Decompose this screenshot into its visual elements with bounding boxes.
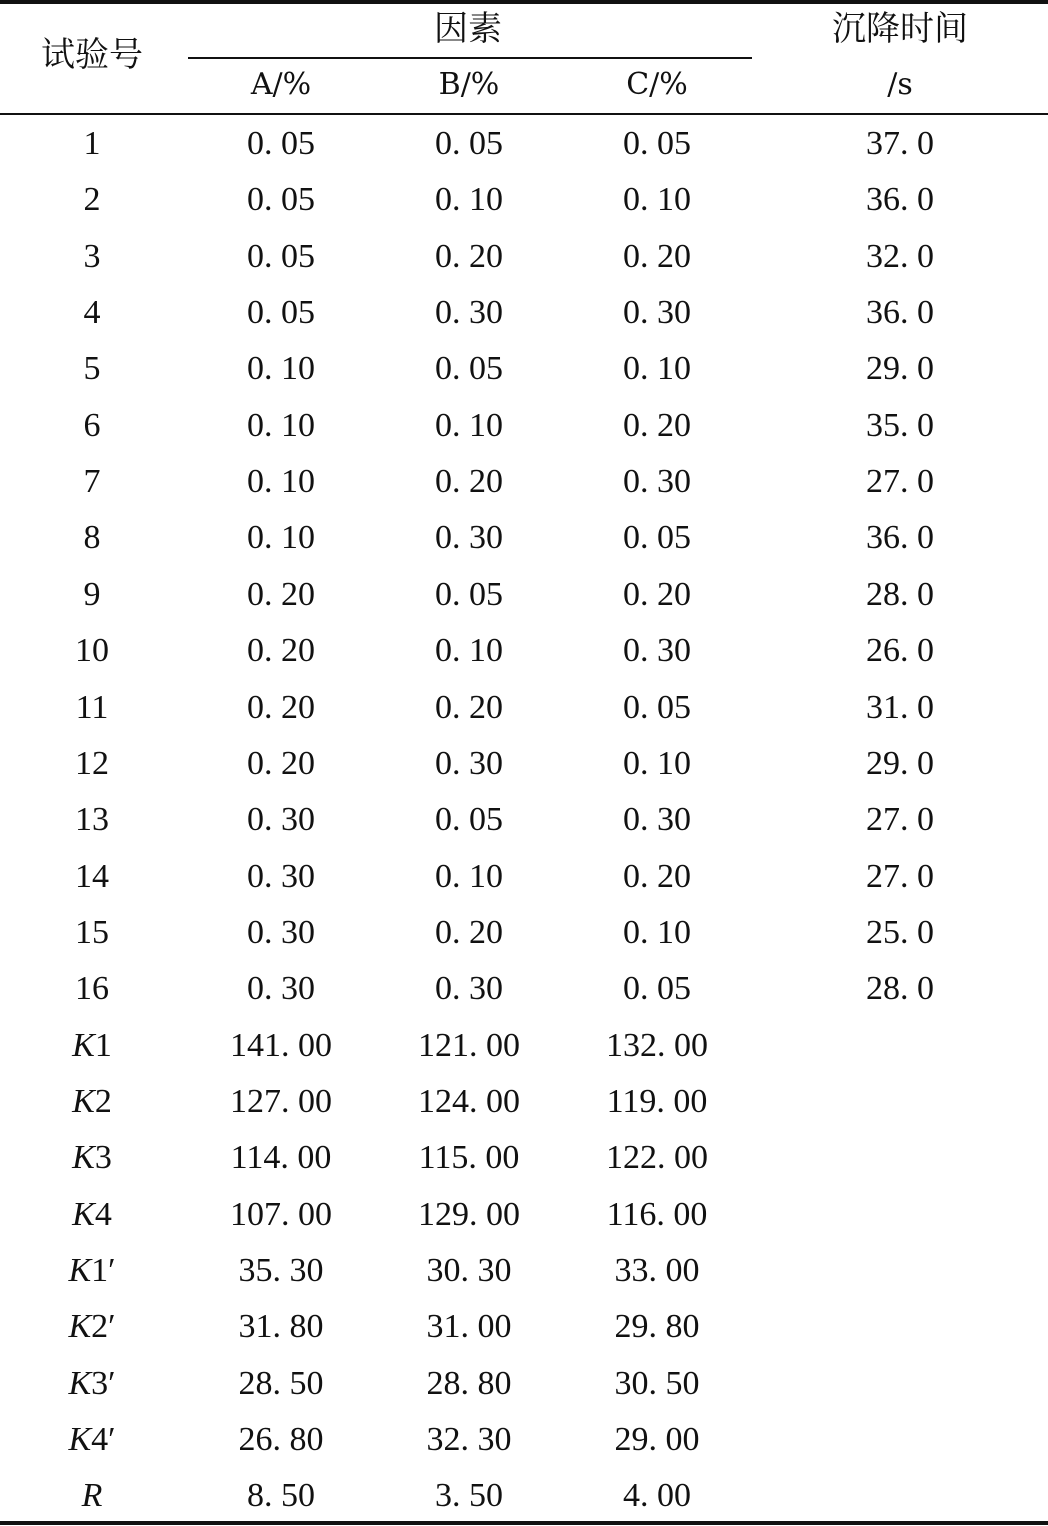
factor-a-value: 0. 20	[247, 689, 315, 726]
factor-a-value: 0. 20	[247, 745, 315, 782]
stat-c-value: 122. 00	[606, 1139, 708, 1176]
factor-a-value: 0. 10	[247, 519, 315, 556]
trial-number: 4	[83, 294, 101, 331]
stat-c-value: 29. 80	[614, 1308, 700, 1345]
stat-symbol: K	[68, 1365, 92, 1402]
settle-time-value: 27. 0	[866, 463, 934, 500]
header-settle-unit: /s	[887, 67, 913, 102]
settle-time-value: 32. 0	[866, 238, 934, 275]
stat-c-value: 33. 00	[614, 1252, 700, 1289]
stat-index: 1	[94, 1027, 112, 1064]
settle-time-value: 36. 0	[866, 294, 934, 331]
stat-c-value: 116. 00	[606, 1196, 708, 1233]
stat-b-value: 115. 00	[418, 1139, 520, 1176]
trial-number: 2	[83, 181, 101, 218]
trial-number: 8	[83, 519, 101, 556]
header-trial-no: 试验号	[41, 35, 143, 75]
settle-time-value: 28. 0	[866, 576, 934, 613]
factor-b-value: 0. 10	[435, 181, 503, 218]
stat-a-value: 141. 00	[230, 1027, 332, 1064]
stat-b-value: 28. 80	[426, 1365, 512, 1402]
stat-b-value: 121. 00	[418, 1027, 520, 1064]
stat-a-value: 28. 50	[238, 1365, 324, 1402]
factor-b-value: 0. 10	[435, 632, 503, 669]
factor-c-value: 0. 30	[623, 294, 691, 331]
factor-b-value: 0. 20	[435, 463, 503, 500]
settle-time-value: 27. 0	[866, 858, 934, 895]
header-factor-a: A/%	[250, 67, 312, 102]
stat-index: 4′	[91, 1421, 116, 1458]
factor-c-value: 0. 20	[623, 576, 691, 613]
trial-number: 12	[75, 745, 109, 782]
trial-number: 9	[83, 576, 101, 613]
factor-c-value: 0. 10	[623, 745, 691, 782]
factor-a-value: 0. 05	[247, 294, 315, 331]
trial-number: 15	[75, 914, 109, 951]
stat-symbol: K	[72, 1196, 95, 1233]
trial-number: 11	[75, 689, 109, 726]
stat-b-value: 30. 30	[426, 1252, 512, 1289]
factor-c-value: 0. 05	[623, 689, 691, 726]
factor-c-value: 0. 30	[623, 463, 691, 500]
stat-b-value: 124. 00	[418, 1083, 520, 1120]
trial-number: 5	[83, 350, 101, 387]
factor-c-value: 0. 05	[623, 970, 691, 1007]
table-bottom-rule	[0, 1521, 1048, 1525]
stat-index: 2′	[91, 1308, 116, 1345]
trial-number: 14	[75, 858, 109, 895]
settle-time-value: 28. 0	[866, 970, 934, 1007]
stat-label	[22, 1198, 162, 1232]
settle-time-value: 29. 0	[866, 745, 934, 782]
stat-label	[22, 1141, 162, 1175]
trial-number: 13	[75, 801, 109, 838]
stat-label	[22, 1085, 162, 1119]
header-factors: 因素	[434, 9, 502, 49]
stat-index: 4	[94, 1196, 112, 1233]
factor-c-value: 0. 20	[623, 238, 691, 275]
factor-b-value: 0. 30	[435, 294, 503, 331]
stat-a-value: 31. 80	[238, 1308, 324, 1345]
stat-symbol: K	[68, 1308, 92, 1345]
stat-label	[22, 1479, 162, 1513]
stat-symbol: K	[72, 1139, 95, 1176]
factor-a-value: 0. 30	[247, 970, 315, 1007]
header-factor-b: B/%	[438, 67, 500, 102]
settle-time-value: 36. 0	[866, 181, 934, 218]
factor-c-value: 0. 05	[623, 519, 691, 556]
trial-number: 10	[75, 632, 109, 669]
stat-symbol: K	[68, 1252, 92, 1289]
stat-b-value: 3. 50	[435, 1477, 503, 1514]
stat-a-value: 127. 00	[230, 1083, 332, 1120]
stat-a-value: 107. 00	[230, 1196, 332, 1233]
factor-a-value: 0. 30	[247, 858, 315, 895]
factor-c-value: 0. 20	[623, 407, 691, 444]
header-bottom-rule	[0, 113, 1048, 115]
stat-index: 1′	[91, 1252, 116, 1289]
header-factor-c: C/%	[626, 67, 688, 102]
settle-time-value: 26. 0	[866, 632, 934, 669]
trial-number: 1	[83, 125, 101, 162]
factor-c-value: 0. 05	[623, 125, 691, 162]
factor-a-value: 0. 30	[247, 914, 315, 951]
factors-sub-rule	[188, 57, 752, 59]
stat-symbol: R	[81, 1477, 103, 1514]
factor-c-value: 0. 20	[623, 858, 691, 895]
factor-a-value: 0. 20	[247, 632, 315, 669]
stat-c-value: 29. 00	[614, 1421, 700, 1458]
factor-a-value: 0. 05	[247, 238, 315, 275]
stat-label	[22, 1029, 162, 1063]
stat-label	[22, 1310, 162, 1344]
factor-b-value: 0. 05	[435, 576, 503, 613]
factor-a-value: 0. 10	[247, 407, 315, 444]
settle-time-value: 25. 0	[866, 914, 934, 951]
trial-number: 6	[83, 407, 101, 444]
settle-time-value: 27. 0	[866, 801, 934, 838]
stat-label	[22, 1423, 162, 1457]
stat-a-value: 8. 50	[247, 1477, 315, 1514]
settle-time-value: 36. 0	[866, 519, 934, 556]
factor-c-value: 0. 10	[623, 181, 691, 218]
factor-a-value: 0. 05	[247, 181, 315, 218]
trial-number: 7	[83, 463, 101, 500]
stat-index: 3′	[91, 1365, 116, 1402]
stat-b-value: 31. 00	[426, 1308, 512, 1345]
table-top-rule	[0, 0, 1048, 4]
factor-a-value: 0. 10	[247, 350, 315, 387]
factor-b-value: 0. 10	[435, 407, 503, 444]
settle-time-value: 29. 0	[866, 350, 934, 387]
stat-a-value: 35. 30	[238, 1252, 324, 1289]
stat-label	[22, 1254, 162, 1288]
stat-b-value: 129. 00	[418, 1196, 520, 1233]
factor-c-value: 0. 30	[623, 632, 691, 669]
stat-c-value: 132. 00	[606, 1027, 708, 1064]
factor-b-value: 0. 20	[435, 914, 503, 951]
factor-b-value: 0. 20	[435, 238, 503, 275]
header-settle-time: 沉降时间	[832, 9, 968, 49]
stat-c-value: 119. 00	[606, 1083, 708, 1120]
trial-number: 3	[83, 238, 101, 275]
stat-symbol: K	[68, 1421, 92, 1458]
settle-time-value: 31. 0	[866, 689, 934, 726]
factor-a-value: 0. 20	[247, 576, 315, 613]
stat-label	[22, 1367, 162, 1401]
factor-c-value: 0. 10	[623, 350, 691, 387]
settle-time-value: 37. 0	[866, 125, 934, 162]
stat-symbol: K	[72, 1083, 95, 1120]
factor-b-value: 0. 30	[435, 970, 503, 1007]
factor-c-value: 0. 30	[623, 801, 691, 838]
factor-b-value: 0. 20	[435, 689, 503, 726]
factor-b-value: 0. 05	[435, 125, 503, 162]
factor-b-value: 0. 30	[435, 519, 503, 556]
stat-b-value: 32. 30	[426, 1421, 512, 1458]
settle-time-value: 35. 0	[866, 407, 934, 444]
stat-symbol: K	[72, 1027, 95, 1064]
factor-a-value: 0. 05	[247, 125, 315, 162]
factor-b-value: 0. 10	[435, 858, 503, 895]
stat-a-value: 114. 00	[230, 1139, 332, 1176]
stat-index: 3	[94, 1139, 112, 1176]
stat-index: 2	[94, 1083, 112, 1120]
factor-c-value: 0. 10	[623, 914, 691, 951]
stat-c-value: 30. 50	[614, 1365, 700, 1402]
factor-a-value: 0. 10	[247, 463, 315, 500]
factor-b-value: 0. 05	[435, 350, 503, 387]
factor-a-value: 0. 30	[247, 801, 315, 838]
stat-a-value: 26. 80	[238, 1421, 324, 1458]
factor-b-value: 0. 05	[435, 801, 503, 838]
stat-c-value: 4. 00	[623, 1477, 691, 1514]
trial-number: 16	[75, 970, 109, 1007]
factor-b-value: 0. 30	[435, 745, 503, 782]
